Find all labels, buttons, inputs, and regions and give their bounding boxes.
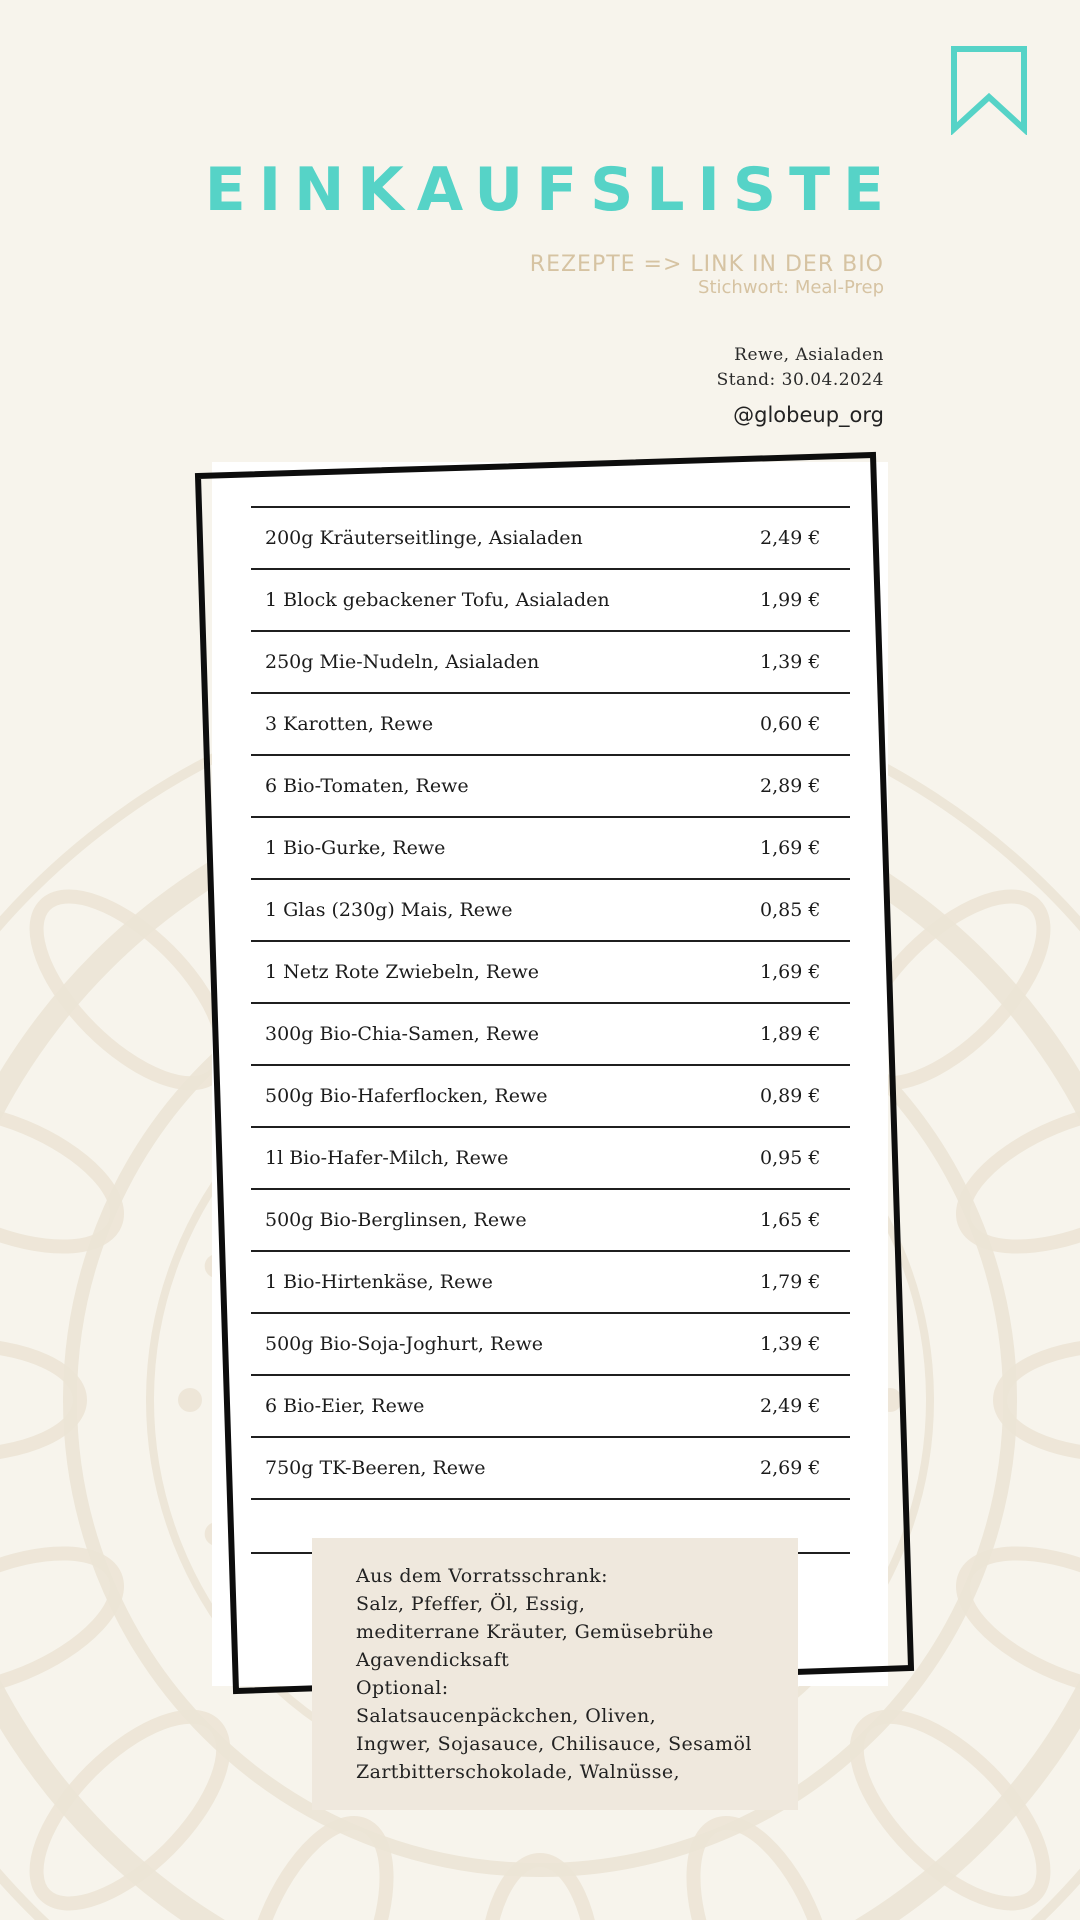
note-line: mediterrane Kräuter, Gemüsebrühe: [356, 1621, 714, 1643]
item-price: 2,69 €: [760, 1457, 821, 1479]
list-item: [251, 1002, 850, 1064]
item-price: 2,49 €: [760, 1395, 821, 1417]
item-price: 1,99 €: [760, 589, 821, 611]
list-item: [251, 1064, 850, 1126]
meta-info: [717, 343, 884, 393]
item-price: 1,79 €: [760, 1271, 821, 1293]
list-item: [251, 506, 850, 568]
note-line: Optional:: [356, 1677, 449, 1699]
item-name: 750g TK-Beeren, Rewe: [265, 1457, 486, 1479]
shopping-list: [251, 506, 850, 1500]
item-price: 1,89 €: [760, 1023, 821, 1045]
list-item: [251, 568, 850, 630]
date-text: Stand: 30.04.2024: [716, 370, 884, 390]
note-line: Agavendicksaft: [356, 1649, 510, 1671]
stores-text: Rewe, Asialaden: [734, 345, 884, 365]
item-price: 1,39 €: [760, 651, 821, 673]
bookmark-icon[interactable]: [950, 45, 1030, 135]
item-name: 500g Bio-Haferflocken, Rewe: [265, 1085, 548, 1107]
note-line: Ingwer, Sojasauce, Chilisauce, Sesamöl: [356, 1733, 752, 1755]
item-price: 1,39 €: [760, 1333, 821, 1355]
list-item: [251, 1188, 850, 1250]
item-name: 6 Bio-Eier, Rewe: [265, 1395, 425, 1417]
recipe-link-hint: REZEPTE => LINK IN DER BIO: [529, 252, 884, 277]
item-name: 1 Netz Rote Zwiebeln, Rewe: [265, 961, 539, 983]
page-title: EINKAUFSLISTE: [204, 155, 897, 225]
item-price: 0,89 €: [760, 1085, 821, 1107]
list-item: [251, 1436, 850, 1500]
item-price: 2,89 €: [760, 775, 821, 797]
pantry-note: [312, 1538, 798, 1810]
item-name: 1 Glas (230g) Mais, Rewe: [265, 899, 513, 921]
item-name: 1 Bio-Gurke, Rewe: [265, 837, 446, 859]
item-name: 300g Bio-Chia-Samen, Rewe: [265, 1023, 539, 1045]
list-item: [251, 754, 850, 816]
item-price: 0,95 €: [760, 1147, 821, 1169]
item-name: 500g Bio-Berglinsen, Rewe: [265, 1209, 527, 1231]
item-name: 250g Mie-Nudeln, Asialaden: [265, 651, 540, 673]
item-name: 1 Block gebackener Tofu, Asialaden: [265, 589, 610, 611]
list-item: [251, 1250, 850, 1312]
note-line: Salatsaucenpäckchen, Oliven,: [356, 1705, 657, 1727]
list-item: [251, 630, 850, 692]
item-price: 0,85 €: [760, 899, 821, 921]
list-item: [251, 692, 850, 754]
item-price: 1,69 €: [760, 961, 821, 983]
item-name: 6 Bio-Tomaten, Rewe: [265, 775, 469, 797]
list-item: [251, 1126, 850, 1188]
list-item: [251, 940, 850, 1002]
item-name: 500g Bio-Soja-Joghurt, Rewe: [265, 1333, 544, 1355]
item-price: 2,49 €: [760, 527, 821, 549]
item-name: 1 Bio-Hirtenkäse, Rewe: [265, 1271, 493, 1293]
item-price: 1,65 €: [760, 1209, 821, 1231]
item-name: 200g Kräuterseitlinge, Asialaden: [265, 527, 583, 549]
note-line: Salz, Pfeffer, Öl, Essig,: [356, 1593, 586, 1615]
list-item: [251, 878, 850, 940]
social-handle[interactable]: @globeup_org: [733, 403, 884, 427]
item-price: 1,69 €: [760, 837, 821, 859]
list-item: [251, 1312, 850, 1374]
item-name: 1l Bio-Hafer-Milch, Rewe: [265, 1147, 509, 1169]
note-line: Zartbitterschokolade, Walnüsse,: [356, 1761, 680, 1783]
list-item: [251, 816, 850, 878]
keyword-hint: Stichwort: Meal-Prep: [698, 277, 884, 298]
item-price: 0,60 €: [760, 713, 821, 735]
note-line: Aus dem Vorratsschrank:: [356, 1565, 608, 1587]
item-name: 3 Karotten, Rewe: [265, 713, 434, 735]
list-item: [251, 1374, 850, 1436]
